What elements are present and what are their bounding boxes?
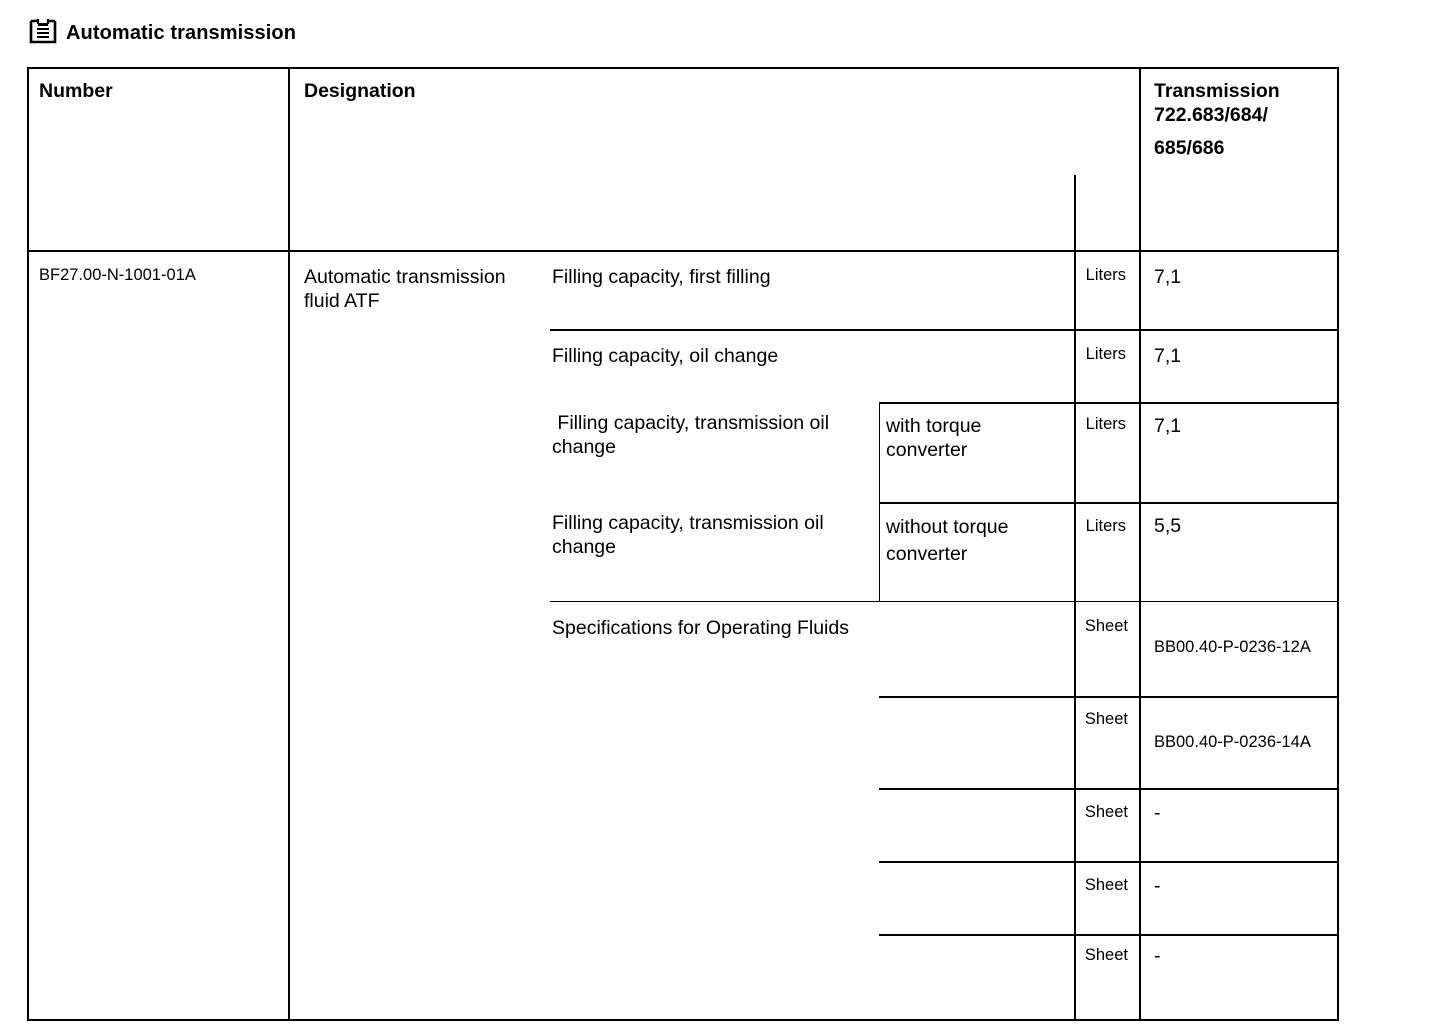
row-value: 7,1 — [1154, 266, 1182, 288]
row-unit: Sheet — [1084, 876, 1128, 894]
row-divider — [879, 861, 1339, 863]
table-border-top — [27, 67, 1339, 69]
row-value: - — [1154, 802, 1161, 824]
row-value: 5,5 — [1154, 515, 1182, 537]
section-title: Automatic transmission — [66, 21, 297, 44]
row-description: Filling capacity, first filling — [552, 266, 771, 288]
table-border-left — [27, 67, 29, 1021]
header-transmission-line2: 722.683/684/ — [1154, 104, 1268, 126]
row-description: Specifications for Operating Fluids — [552, 617, 849, 639]
row-description: Filling capacity, oil change — [552, 345, 779, 367]
manual-book-icon — [29, 18, 57, 49]
row-divider — [550, 329, 1339, 331]
row-divider — [1074, 402, 1339, 404]
header-designation: Designation — [304, 80, 416, 102]
row-divider — [879, 934, 1339, 936]
col-divider-transmission — [1139, 67, 1141, 1021]
header-transmission-line3: 685/686 — [1154, 137, 1225, 159]
table-border-bottom — [27, 1019, 1339, 1021]
row-value: - — [1154, 875, 1161, 897]
row-unit: Sheet — [1084, 710, 1128, 728]
row-unit: Liters — [1085, 266, 1126, 284]
row-divider — [879, 502, 1339, 504]
designation-text: Automatic transmission fluid ATF — [304, 266, 506, 312]
row-unit: Sheet — [1084, 803, 1128, 821]
row-value: - — [1154, 945, 1161, 967]
section-header — [29, 17, 296, 49]
header-transmission-line1: Transmission — [1154, 80, 1280, 102]
row-reference: BB00.40-P-0236-12A — [1154, 638, 1311, 656]
row-value: 7,1 — [1154, 415, 1182, 437]
row-unit: Liters — [1085, 517, 1126, 535]
row-condition: with torque converter — [886, 415, 982, 461]
header-row-divider — [27, 250, 1339, 252]
sub-col-divider — [879, 502, 880, 602]
row-divider — [879, 402, 1076, 404]
header-number: Number — [39, 80, 113, 102]
row-unit: Sheet — [1084, 617, 1128, 635]
row-unit: Liters — [1085, 345, 1126, 363]
row-divider — [550, 601, 1339, 602]
row-description: Filling capacity, transmission oil change — [552, 412, 835, 458]
row-unit: Liters — [1085, 415, 1126, 433]
part-number: BF27.00-N-1001-01A — [39, 266, 196, 284]
row-unit: Sheet — [1084, 946, 1128, 964]
row-divider — [879, 696, 1339, 698]
row-description: Filling capacity, transmission oil change — [552, 512, 824, 558]
row-value: 7,1 — [1154, 345, 1182, 367]
row-condition: without torque converter — [886, 516, 1009, 565]
row-reference: BB00.40-P-0236-14A — [1154, 733, 1311, 751]
col-divider-number — [288, 67, 290, 1021]
table-border-right — [1337, 67, 1339, 1021]
row-divider — [879, 788, 1339, 790]
sub-col-divider — [879, 402, 880, 503]
